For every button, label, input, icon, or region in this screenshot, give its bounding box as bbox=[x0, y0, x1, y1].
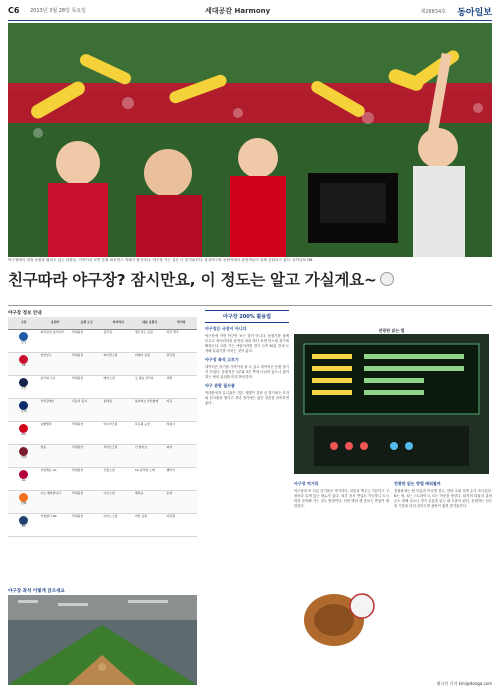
cell-text: 행복송 bbox=[135, 491, 144, 495]
subhead-3: 야구 관람 필수품 bbox=[205, 383, 235, 388]
table-cell-c3 bbox=[103, 353, 135, 376]
table-cell-team bbox=[8, 514, 40, 537]
cell-text: 막대풍선 bbox=[72, 468, 84, 472]
cell-text: 영웅 bbox=[40, 445, 47, 449]
table-cell-c5 bbox=[166, 514, 198, 537]
cell-text: 삼성 bbox=[20, 340, 27, 344]
headline bbox=[8, 268, 492, 290]
table-cell-c4 bbox=[134, 422, 166, 445]
cell-text: 엘도라도 응원 bbox=[135, 330, 153, 334]
table-cell-c3 bbox=[103, 445, 135, 468]
cell-text: 한화 bbox=[20, 501, 27, 505]
table-header-row bbox=[8, 317, 197, 330]
table-cell-team bbox=[8, 491, 40, 514]
main-photo bbox=[8, 23, 492, 257]
cell-text: 막대풍선 bbox=[72, 353, 84, 357]
table-cell-c3 bbox=[103, 468, 135, 491]
cell-text: 닭강정 bbox=[166, 353, 175, 357]
table-cell-c5 bbox=[166, 376, 198, 399]
cell-text: 순대 bbox=[166, 491, 173, 495]
table-cell-c1 bbox=[40, 468, 72, 491]
cell-text: 햄버거 bbox=[166, 468, 175, 472]
header-team: 구단 bbox=[8, 317, 40, 330]
table-cell-c4 bbox=[134, 445, 166, 468]
table-cell-c4 bbox=[134, 514, 166, 537]
subhead-2: 야구장 좌석 고르기 bbox=[205, 357, 239, 362]
cell-text: 목포의 눈물 bbox=[135, 422, 150, 426]
cell-text: 막대풍선 bbox=[72, 422, 84, 426]
table-cell-c4 bbox=[134, 330, 166, 353]
scoreboard-illustration bbox=[294, 334, 489, 474]
table-cell-team bbox=[8, 376, 40, 399]
table-cell-c2 bbox=[71, 422, 103, 445]
table-cell-c1 bbox=[40, 491, 72, 514]
scoreboard-label: 전광판 읽는 법 bbox=[378, 328, 405, 333]
table-cell-team bbox=[8, 468, 40, 491]
table-cell-c2 bbox=[71, 514, 103, 537]
body-3: 막대풍선과 유니폼은 기본. 햇볕이 강한 낮 경기에는 모자와 선크림을 챙기고 저녁 경기에는 얇은 겉옷을 준비하면 좋다. bbox=[205, 391, 289, 405]
body-food: 야구장의 또 다른 즐거움은 먹거리다. 치킨과 맥주는 기본이고 구장마다 특색 있는 메뉴가 있다. 외부 음식 반입도 가능하니 도시락을 준비해 가는 것도 방법이다. 다만 병과 캔 음료는 반입이 제한된다. bbox=[294, 489, 389, 508]
cell-text: 사랑해요 LG bbox=[40, 468, 57, 472]
table-row bbox=[8, 353, 197, 376]
table-cell-c4 bbox=[134, 468, 166, 491]
table-row bbox=[8, 399, 197, 422]
cell-text: 히어로즈걸 bbox=[103, 445, 118, 449]
table-cell-c2 bbox=[71, 491, 103, 514]
cell-text: KIA bbox=[21, 432, 27, 436]
table-cell-team bbox=[8, 330, 40, 353]
fans-illustration bbox=[8, 23, 492, 257]
cell-text: SK bbox=[21, 363, 26, 367]
cell-text: 롯데 bbox=[20, 409, 27, 413]
edition-number: 제28834호 bbox=[420, 9, 446, 15]
column-tips bbox=[205, 310, 289, 685]
cell-text: 베어스걸 bbox=[103, 376, 115, 380]
cell-text: LG 승리의 노래 bbox=[135, 468, 155, 472]
table-cell-c5 bbox=[166, 491, 198, 514]
table-cell-c5 bbox=[166, 399, 198, 422]
cell-text: 연안부두 bbox=[40, 353, 52, 357]
cell-text: 타이거즈걸 bbox=[103, 422, 118, 426]
cell-text: 트윈스걸 bbox=[103, 468, 115, 472]
cell-text: 마산 응원 bbox=[135, 514, 148, 518]
date-line: 2013년 3월 28일 목요일 bbox=[30, 8, 87, 14]
cell-text: 두산 bbox=[20, 386, 27, 390]
cell-text: 막대풍선 bbox=[72, 445, 84, 449]
table-cell-team bbox=[8, 353, 40, 376]
cell-text: 최강삼성 승리하라 bbox=[40, 330, 64, 334]
cell-text: 피자 bbox=[166, 445, 173, 449]
header-anthem: 대표 응원곡 bbox=[134, 317, 166, 330]
page-number: C6 bbox=[8, 6, 20, 15]
subhead-1: 야구장은 극장이 아니다 bbox=[205, 326, 247, 331]
photo-caption: 야구장에서 열정 응원을 펼치고 있는 관중들. 가까이서 보면 응원 퍼포먼스 자체가 볼거리다. 야구장 가는 길은 더 즐거워진다. 잠실야구장 응원석에서 관람객들이 함께 응원하고 있다. 동아일보 DB bbox=[8, 258, 313, 262]
cell-text: 블루팀 bbox=[103, 330, 112, 334]
table-cell-c1 bbox=[40, 445, 72, 468]
byline: 황규인 기자 kini@donga.com bbox=[436, 681, 492, 686]
cell-text: 승리의 두산 bbox=[40, 376, 56, 380]
table-cell-c1 bbox=[40, 399, 72, 422]
body-2: 내야석은 경기를 가까이서 볼 수 있고 외야석은 응원 열기가 뜨겁다. 응원석은 1루와 3루 쪽에 나뉘어 있으니 좋아하는 팀의 위치를 미리 확인하자. bbox=[205, 365, 289, 379]
cell-text: 치킨 맥주 bbox=[166, 330, 179, 334]
table-cell-c3 bbox=[103, 514, 135, 537]
cell-text: 오 필승 코리아 bbox=[135, 376, 154, 380]
cell-text: 다이노스걸 bbox=[103, 514, 118, 518]
table-cell-c2 bbox=[71, 468, 103, 491]
table-cell-c4 bbox=[134, 376, 166, 399]
header-cheer: 치어리더 bbox=[103, 317, 135, 330]
headline-text: 친구따라 야구장? 잠시만요, 이 정도는 알고 가실게요~ bbox=[8, 271, 377, 289]
table-cell-c5 bbox=[166, 330, 198, 353]
table-cell-c1 bbox=[40, 330, 72, 353]
baseball-icon bbox=[380, 272, 394, 286]
table-cell-c4 bbox=[134, 491, 166, 514]
table-cell-c2 bbox=[71, 353, 103, 376]
table-cell-team bbox=[8, 399, 40, 422]
header-song: 응원가 bbox=[40, 317, 72, 330]
table-cell-c3 bbox=[103, 399, 135, 422]
cell-text: 막대풍선 bbox=[72, 376, 84, 380]
cell-text: 막대풍선 bbox=[72, 491, 84, 495]
column-scoreboard bbox=[394, 478, 492, 685]
headline-rule bbox=[8, 305, 492, 306]
masthead-rule bbox=[8, 20, 492, 21]
cell-text: 와이번스걸 bbox=[103, 353, 118, 357]
table-cell-c5 bbox=[166, 445, 198, 468]
table-cell-c3 bbox=[103, 330, 135, 353]
stadium-photo bbox=[8, 595, 197, 685]
body-scoreboard: 전광판에는 팀 이름과 이닝별 점수, 안타 수와 실책 수가 표시된다. B는 볼, S는 스트라이크, O는 아웃을 뜻한다. 타자의 타율과 홈런 수도 함께 나오니 경기 흐름을 읽는 데 도움이 된다. 응원하는 선수의 기록을 미리 알아두면 관람이 훨씬 즐거워진다. bbox=[394, 489, 492, 508]
cell-text: 남행열차 bbox=[40, 422, 52, 426]
subhead-food: 야구장 먹거리 bbox=[294, 481, 319, 486]
table-title: 야구장 정보 안내 bbox=[8, 311, 42, 316]
cell-text: 나는 행복합니다 bbox=[40, 491, 61, 495]
table-cell-c2 bbox=[71, 445, 103, 468]
table-cell-c3 bbox=[103, 491, 135, 514]
header-tool: 응원 도구 bbox=[71, 317, 103, 330]
cell-text: 어묵 bbox=[166, 399, 173, 403]
section-name: 세대공감 Harmony bbox=[205, 7, 271, 15]
cell-text: 거침없이 NC bbox=[40, 514, 57, 518]
table-cell-c5 bbox=[166, 468, 198, 491]
cell-text: 돌아와요 부산항에 bbox=[135, 399, 159, 403]
table-cell-team bbox=[8, 445, 40, 468]
cell-text: 아귀찜 bbox=[166, 514, 175, 518]
table-cell-c1 bbox=[40, 353, 72, 376]
table-cell-team bbox=[8, 422, 40, 445]
body-1: 야구장에 가면 야구만 보는 것이 아니다. 응원가를 함께 부르고 치어리더의 동작을 따라 하다 보면 어느새 경기에 빠져든다. 처음 가는 사람이라면 경기 시작 30분 전에 도착해 분위기를 익히는 것이 좋다. bbox=[205, 334, 289, 353]
cell-text: 부산갈매기 bbox=[40, 399, 55, 403]
masthead bbox=[0, 0, 500, 22]
table-cell-c3 bbox=[103, 376, 135, 399]
cell-text: NC bbox=[21, 524, 26, 528]
table-cell-c1 bbox=[40, 376, 72, 399]
column-title: 야구장 200% 활용법 bbox=[205, 310, 289, 323]
table-cell-c2 bbox=[71, 399, 103, 422]
table-cell-c1 bbox=[40, 422, 72, 445]
subhead-scoreboard: 전광판 읽는 방법 배워볼까 bbox=[394, 481, 441, 486]
table-cell-c4 bbox=[134, 399, 166, 422]
table-row bbox=[8, 330, 197, 353]
cell-text: LG bbox=[21, 478, 26, 482]
cell-text: 족발 bbox=[166, 376, 173, 380]
table-row bbox=[8, 422, 197, 445]
table-cell-c2 bbox=[71, 330, 103, 353]
cell-text: 난 알아요 bbox=[135, 445, 148, 449]
table-row bbox=[8, 376, 197, 399]
table-row bbox=[8, 468, 197, 491]
table-row bbox=[8, 514, 197, 537]
stadium-illustration bbox=[8, 595, 197, 685]
cell-text: 막대풍선 bbox=[72, 514, 84, 518]
cell-text: 롯데팀 bbox=[103, 399, 112, 403]
table-row bbox=[8, 491, 197, 514]
table-cell-c3 bbox=[103, 422, 135, 445]
glove-illustration bbox=[294, 570, 389, 650]
scoreboard-graphic bbox=[294, 334, 489, 474]
table-row bbox=[8, 445, 197, 468]
cell-text: 막대풍선 bbox=[72, 330, 84, 334]
cell-text: 떡볶이 bbox=[166, 422, 175, 426]
cell-text: 비행기 응원 bbox=[135, 353, 150, 357]
table-cell-c5 bbox=[166, 353, 198, 376]
table-cell-c4 bbox=[134, 353, 166, 376]
info-table bbox=[8, 317, 197, 583]
table-cell-c2 bbox=[71, 376, 103, 399]
cell-text: 넥센 bbox=[20, 455, 27, 459]
table-cell-c1 bbox=[40, 514, 72, 537]
cell-text: 이글스걸 bbox=[103, 491, 115, 495]
newspaper-logo: 동아일보 bbox=[457, 8, 492, 18]
cell-text: 신문지 봉지 bbox=[72, 399, 87, 403]
header-food: 먹거리 bbox=[166, 317, 198, 330]
stadium-title: 야구장 좌석 이렇게 앉으세요 bbox=[8, 589, 65, 594]
table-cell-c5 bbox=[166, 422, 198, 445]
